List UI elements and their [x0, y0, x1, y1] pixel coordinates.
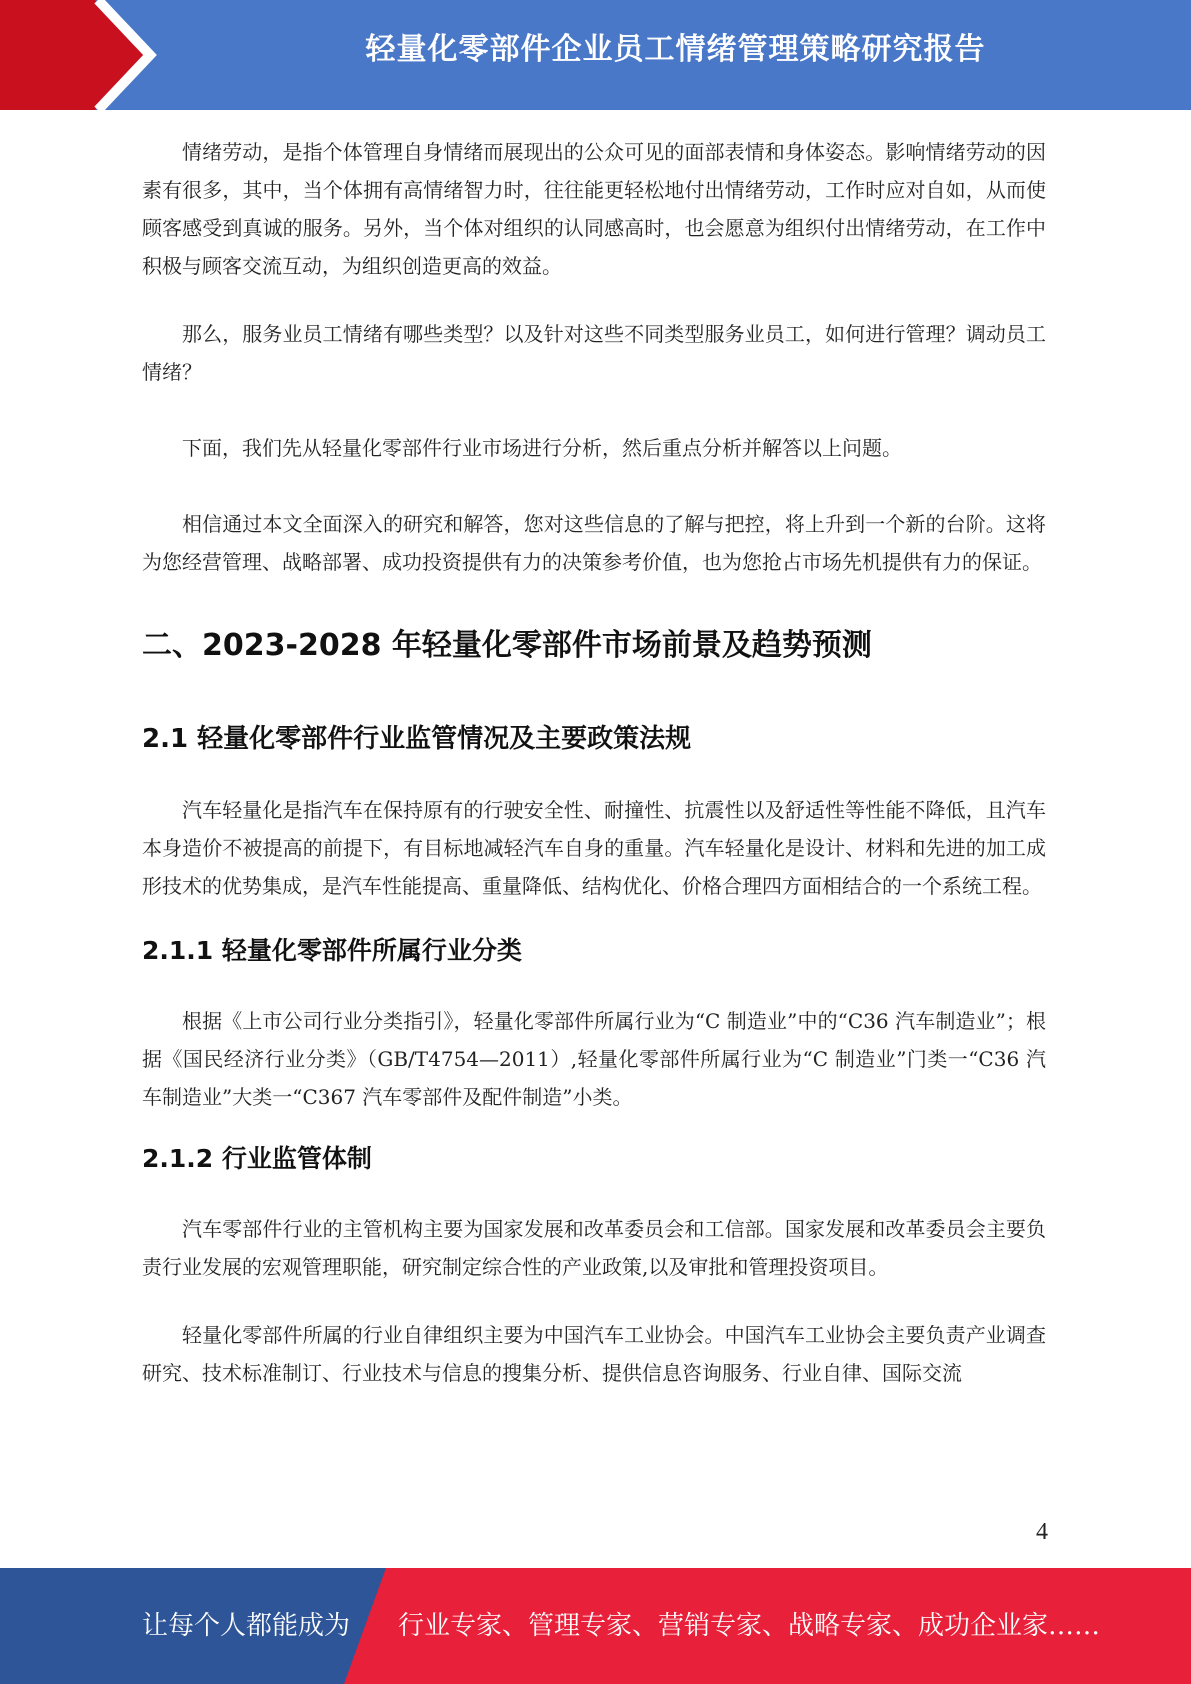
section-heading-2: 二、2023-2028 年轻量化零部件市场前景及趋势预测 [142, 628, 872, 663]
header-arrow-decoration [0, 0, 160, 110]
paragraph-industry-association: 轻量化零部件所属的行业自律组织主要为中国汽车工业协会。中国汽车工业协会主要负责产业调查研究、技术标准制订、行业技术与信息的搜集分析、提供信息咨询服务、行业自律、国际交流 [142, 1323, 1046, 1385]
subsection-heading-2-1-2: 2.1.2 行业监管体制 [142, 1144, 372, 1173]
subsection-heading-2-1-1: 2.1.1 轻量化零部件所属行业分类 [142, 936, 522, 965]
document-body [142, 130, 1046, 1392]
paragraph-industry-classification: 根据《上市公司行业分类指引》，轻量化零部件所属行业为“C 制造业”中的“C36 汽车制造业”；根据《国民经济行业分类》（GB/T4754—2011）,轻量化零部件所属行业为“C 制造业”门类一“C36 汽车制造业”大类一“C367 汽车零部件及配件制造”小类。 [142, 1009, 1046, 1109]
report-title: 轻量化零部件企业员工情绪管理策略研究报告 [365, 32, 986, 67]
paragraph-regulators: 汽车零部件行业的主管机构主要为国家发展和改革委员会和工信部。国家发展和改革委员会主要负责行业发展的宏观管理职能，研究制定综合性的产业政策,以及审批和管理投资项目。 [142, 1217, 1046, 1279]
paragraph-questions: 那么，服务业员工情绪有哪些类型？以及针对这些不同类型服务业员工，如何进行管理？调动员工情绪？ [142, 322, 1046, 384]
page-number: 4 [1036, 1519, 1048, 1545]
subsection-heading-2-1: 2.1 轻量化零部件行业监管情况及主要政策法规 [142, 724, 692, 754]
paragraph-value: 相信通过本文全面深入的研究和解答，您对这些信息的了解与把控，将上升到一个新的台阶。这将为您经营管理、战略部署、成功投资提供有力的决策参考价值，也为您抢占市场先机提供有力的保证。 [142, 512, 1046, 574]
paragraph-analysis-intro: 下面，我们先从轻量化零部件行业市场进行分析，然后重点分析并解答以上问题。 [182, 436, 902, 460]
footer-slogan-right: 行业专家、管理专家、营销专家、战略专家、成功企业家…… [398, 1611, 1101, 1641]
footer-banner [0, 1568, 1191, 1684]
paragraph-lightweight-definition: 汽车轻量化是指汽车在保持原有的行驶安全性、耐撞性、抗震性以及舒适性等性能不降低，且汽车本身造价不被提高的前提下，有目标地减轻汽车自身的重量。汽车轻量化是设计、材料和先进的加工成形技术的优势集成，是汽车性能提高、重量降低、结构优化、价格合理四方面相结合的一个系统工程。 [142, 798, 1046, 898]
header-banner [0, 0, 1191, 110]
paragraph-emotional-labor: 情绪劳动，是指个体管理自身情绪而展现出的公众可见的面部表情和身体姿态。影响情绪劳动的因素有很多，其中，当个体拥有高情绪智力时，往往能更轻松地付出情绪劳动，工作时应对自如，从而使顾客感受到真诚的服务。另外，当个体对组织的认同感高时，也会愿意为组织付出情绪劳动，在工作中积极与顾客交流互动，为组织创造更高的效益。 [142, 140, 1046, 278]
footer-slogan-left: 让每个人都能成为 [142, 1611, 351, 1641]
